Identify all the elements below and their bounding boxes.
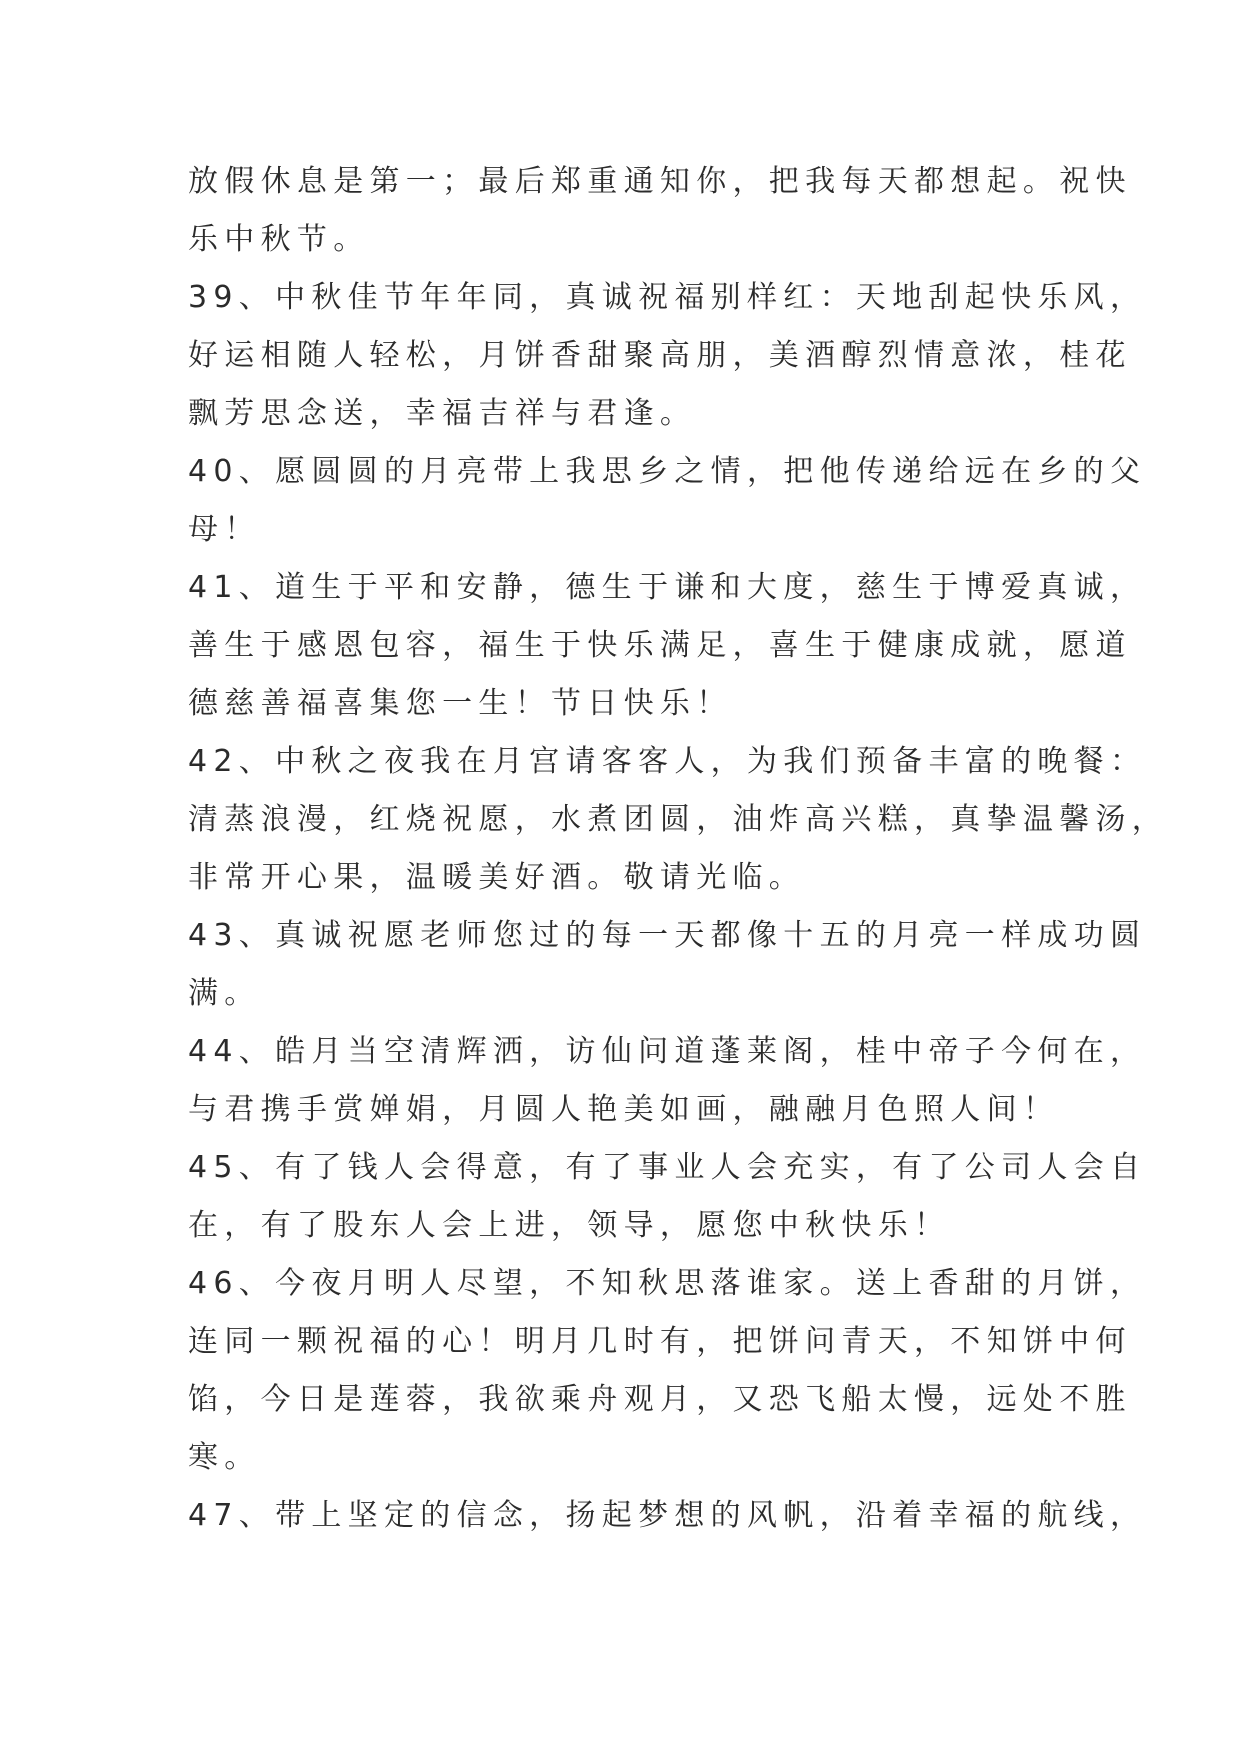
text-line: 放假休息是第一；最后郑重通知你，把我每天都想起。祝快 [188,164,1132,199]
text-line: 满。 [188,976,261,1011]
text-line: 47、带上坚定的信念，扬起梦想的风帆，沿着幸福的航线， [188,1498,1147,1533]
text-line: 飘芳思念送，幸福吉祥与君逢。 [188,396,697,431]
text-line: 连同一颗祝福的心！明月几时有，把饼问青天，不知饼中何 [188,1324,1132,1359]
text-line: 40、愿圆圆的月亮带上我思乡之情，把他传递给远在乡的父 [188,454,1147,489]
text-line: 好运相随人轻松，月饼香甜聚高朋，美酒醇烈情意浓，桂花 [188,338,1132,373]
text-line: 与君携手赏婵娟，月圆人艳美如画，融融月色照人间！ [188,1092,1060,1127]
text-line: 善生于感恩包容，福生于快乐满足，喜生于健康成就，愿道 [188,628,1132,663]
text-line: 44、皓月当空清辉洒，访仙问道蓬莱阁，桂中帝子今何在， [188,1034,1147,1069]
text-line: 39、中秋佳节年年同，真诚祝福别样红：天地刮起快乐风， [188,280,1147,315]
text-line: 德慈善福喜集您一生！节日快乐！ [188,686,733,721]
text-line: 41、道生于平和安静，德生于谦和大度，慈生于博爱真诚， [188,570,1147,605]
text-line: 42、中秋之夜我在月宫请客客人，为我们预备丰富的晚餐： [188,744,1147,779]
text-line: 母！ [188,512,261,547]
document-body [188,153,1169,1545]
text-line: 43、真诚祝愿老师您过的每一天都像十五的月亮一样成功圆 [188,918,1147,953]
text-line: 清蒸浪漫，红烧祝愿，水煮团圆，油炸高兴糕，真挚温馨汤， [188,802,1169,837]
text-line: 馅，今日是莲蓉，我欲乘舟观月，又恐飞船太慢，远处不胜 [188,1382,1132,1417]
text-line: 45、有了钱人会得意，有了事业人会充实，有了公司人会自 [188,1150,1147,1185]
text-line: 乐中秋节。 [188,222,370,257]
text-line: 46、今夜月明人尽望，不知秋思落谁家。送上香甜的月饼， [188,1266,1147,1301]
text-line: 在，有了股东人会上进，领导，愿您中秋快乐！ [188,1208,951,1243]
text-line: 非常开心果，温暖美好酒。敬请光临。 [188,860,806,895]
text-line: 寒。 [188,1440,261,1475]
